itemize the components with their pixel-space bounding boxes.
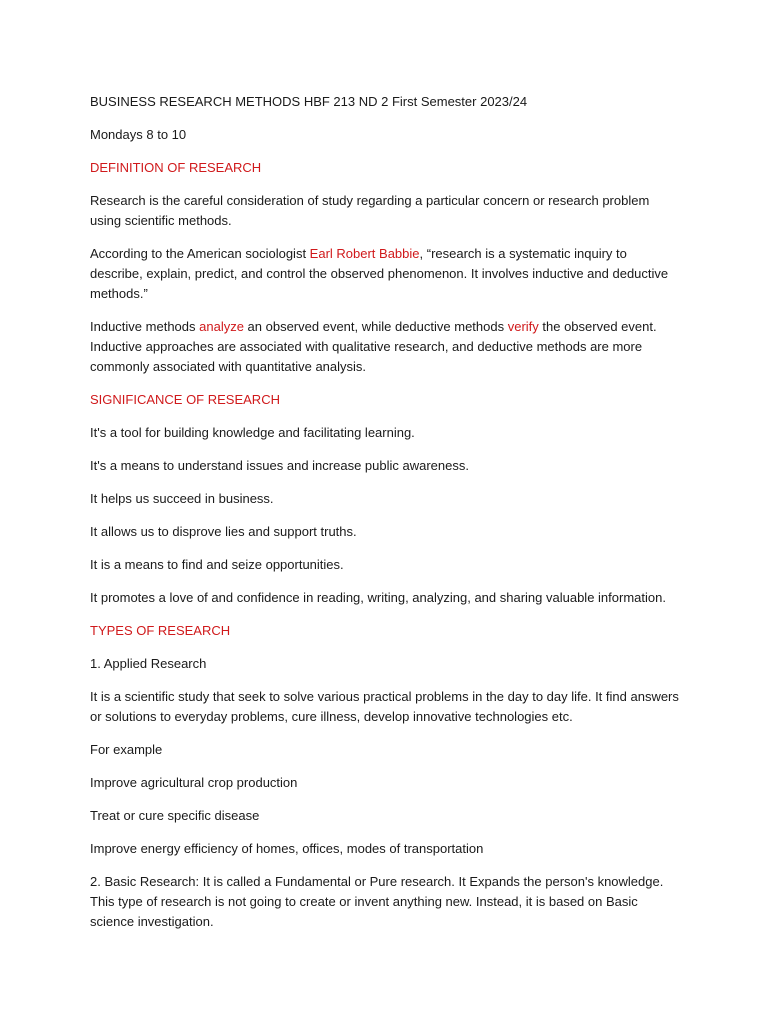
significance-item: It allows us to disprove lies and support truths. — [90, 524, 357, 539]
analyze-term: analyze — [199, 319, 244, 334]
definition-heading: DEFINITION OF RESEARCH — [90, 160, 262, 175]
babbie-quote-paragraph — [90, 244, 680, 304]
applied-research-description: It is a scientific study that seek to solve various practical problems in the day to day life. It find answers or solutions to everyday problems, cure illness, develop innovative technologies etc. — [90, 689, 679, 724]
methods-paragraph — [90, 317, 680, 377]
example-intro: For example — [90, 742, 163, 757]
course-title: BUSINESS RESEARCH METHODS HBF 213 ND 2 First Semester 2023/24 — [90, 94, 528, 109]
methods-text-b: an observed event, while deductive methods — [243, 319, 508, 334]
babbie-name: Earl Robert Babbie — [309, 246, 420, 261]
verify-term: verify — [507, 319, 539, 334]
class-schedule: Mondays 8 to 10 — [90, 127, 187, 142]
significance-item: It promotes a love of and confidence in reading, writing, analyzing, and sharing valuable information. — [90, 590, 666, 605]
basic-research-paragraph: 2. Basic Research: It is called a Fundamental or Pure research. It Expands the person's knowledge. This type of research is not going to create or invent anything new. Instead, it is based on Basic science investigation. — [90, 874, 664, 929]
document-page — [90, 92, 680, 945]
types-heading: TYPES OF RESEARCH — [90, 623, 231, 638]
significance-heading: SIGNIFICANCE OF RESEARCH — [90, 392, 280, 407]
methods-text-a: Inductive methods — [90, 319, 200, 334]
example-item: Treat or cure specific disease — [90, 808, 260, 823]
definition-paragraph: Research is the careful consideration of study regarding a particular concern or research problem using scientific methods. — [90, 193, 650, 228]
babbie-intro-text: According to the American sociologist — [90, 246, 310, 261]
applied-research-title: 1. Applied Research — [90, 656, 207, 671]
methods-text-c: the observed event. Inductive approaches are associated with qualitative research, and deductive methods are more commonly associated with quantitative analysis. — [90, 319, 657, 374]
babbie-quote-text: , “research is a systematic inquiry to describe, explain, predict, and control the observed phenomenon. It involves inductive and deductive methods.” — [90, 246, 669, 301]
significance-item: It is a means to find and seize opportunities. — [90, 557, 344, 572]
example-item: Improve agricultural crop production — [90, 775, 298, 790]
example-item: Improve energy efficiency of homes, offices, modes of transportation — [90, 841, 484, 856]
significance-item: It's a means to understand issues and increase public awareness. — [90, 458, 469, 473]
significance-item: It's a tool for building knowledge and facilitating learning. — [90, 425, 415, 440]
significance-item: It helps us succeed in business. — [90, 491, 274, 506]
